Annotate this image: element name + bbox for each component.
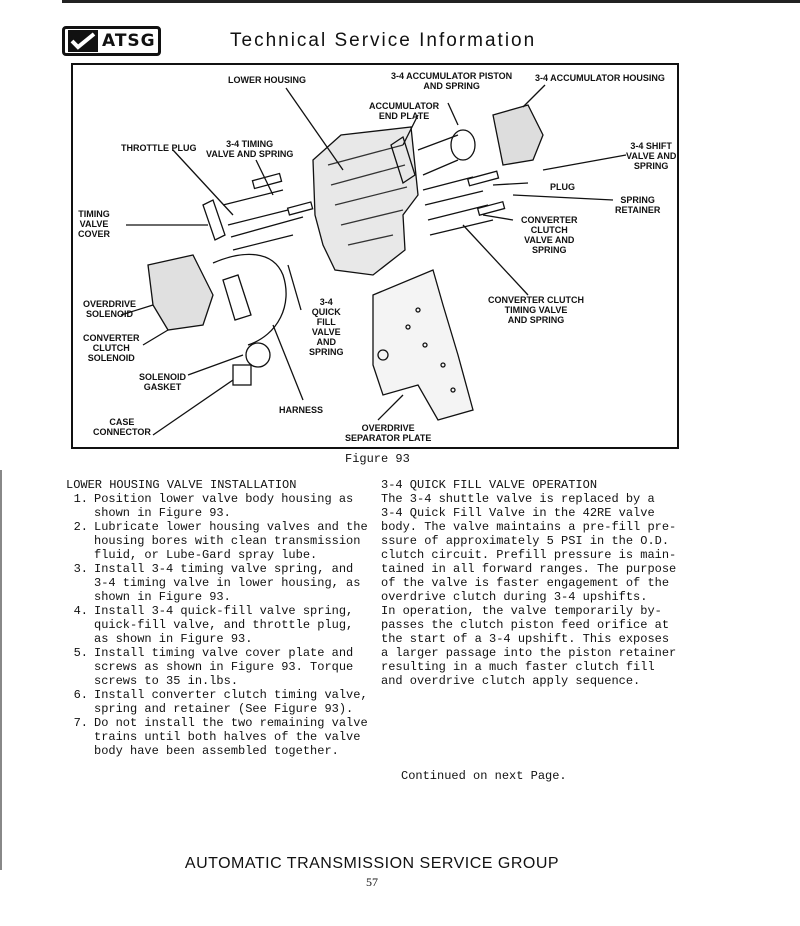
figure-93-diagram — [71, 63, 679, 449]
label-timing-valve-cover: TIMING VALVE COVER — [78, 209, 111, 239]
label-shift-valve: 3-4 SHIFT VALVE AND SPRING — [626, 141, 677, 171]
label-overdrive-solenoid: OVERDRIVE SOLENOID — [83, 299, 137, 319]
list-item: 5. Install timing valve cover plate and screws as shown in Figure 93. Torque screws to 35 in.lbs. — [73, 646, 354, 688]
label-spring-retainer: SPRING RETAINER — [615, 195, 661, 215]
label-accumulator-piston: 3-4 ACCUMULATOR PISTON AND SPRING — [391, 71, 513, 91]
label-plug: PLUG — [550, 182, 576, 192]
solenoid-assembly-shape — [148, 255, 213, 330]
label-harness: HARNESS — [279, 405, 324, 415]
timing-valve-cover-shape — [203, 200, 225, 240]
paragraph: In operation, the valve temporarily by- passes the clutch piston feed orifice at the start of a 3-4 upshift. This exposes a larger passage into the piston retainer resulting in a much faster clutch fill and overdrive clutch apply sequence. — [381, 604, 677, 688]
label-timing-valve: 3-4 TIMING VALVE AND SPRING — [206, 139, 294, 159]
top-rule — [62, 0, 800, 3]
section-heading-quick-fill: 3-4 QUICK FILL VALVE OPERATION — [381, 478, 598, 492]
list-item: 4. Install 3-4 quick-fill valve spring, quick-fill valve, and throttle plug, as shown in Figure 93. — [73, 604, 354, 646]
label-converter-clutch-valve: CONVERTER CLUTCH VALVE AND SPRING — [521, 215, 578, 255]
logo-checkmark-icon — [68, 30, 98, 52]
figure-caption: Figure 93 — [345, 452, 410, 466]
label-converter-clutch-solenoid: CONVERTER CLUTCH SOLENOID — [83, 333, 140, 363]
page-number: 57 — [366, 875, 378, 889]
section-heading-lower-housing: LOWER HOUSING VALVE INSTALLATION — [66, 478, 297, 492]
paragraph: The 3-4 shuttle valve is replaced by a 3-4 Quick Fill Valve in the 42RE valve body. The valve maintains a pre-fill pre- ssure of approximately 5 PSI in the O.D. clutch circuit. Prefill pressure is main- tained in all forward ranges. The purpose of the valve is faster engagement of the overdrive clutch during 3-4 upshifts. — [381, 492, 677, 604]
atsg-logo — [62, 26, 161, 56]
label-throttle-plug: THROTTLE PLUG — [121, 143, 197, 153]
label-accumulator-housing: 3-4 ACCUMULATOR HOUSING — [535, 73, 665, 83]
list-item: 6. Install converter clutch timing valve, spring and retainer (See Figure 93). — [73, 688, 368, 716]
label-cc-timing-valve: CONVERTER CLUTCH TIMING VALVE AND SPRING — [488, 295, 584, 325]
label-separator-plate: OVERDRIVE SEPARATOR PLATE — [345, 423, 432, 443]
logo-text: ATSG — [102, 31, 156, 51]
list-item: 3. Install 3-4 timing valve spring, and 3-4 timing valve in lower housing, as shown in Figure 93. — [73, 562, 361, 604]
footer-organization: AUTOMATIC TRANSMISSION SERVICE GROUP — [184, 855, 560, 872]
list-item: 2. Lubricate lower housing valves and the housing bores with clean transmission fluid, or Lube-Gard spray lube. — [73, 520, 368, 562]
page-header-title: Technical Service Information — [230, 30, 537, 51]
list-item: 1. Position lower valve body housing as shown in Figure 93. — [73, 492, 354, 520]
scan-edge — [0, 470, 2, 870]
right-column — [381, 478, 691, 688]
label-case-connector: CASE CONNECTOR — [93, 417, 151, 437]
left-column — [66, 478, 371, 758]
accumulator-housing-shape — [493, 105, 543, 165]
label-lower-housing: LOWER HOUSING — [228, 75, 306, 85]
continued-note: Continued on next Page. — [401, 769, 567, 783]
label-solenoid-gasket: SOLENOID GASKET — [139, 372, 187, 392]
list-item: 7. Do not install the two remaining valve trains until both halves of the valve body have been assembled together. — [73, 716, 368, 758]
label-accumulator-end-plate: ACCUMULATOR END PLATE — [369, 101, 440, 121]
label-quick-fill: 3-4 QUICK FILL VALVE AND SPRING — [309, 297, 344, 357]
